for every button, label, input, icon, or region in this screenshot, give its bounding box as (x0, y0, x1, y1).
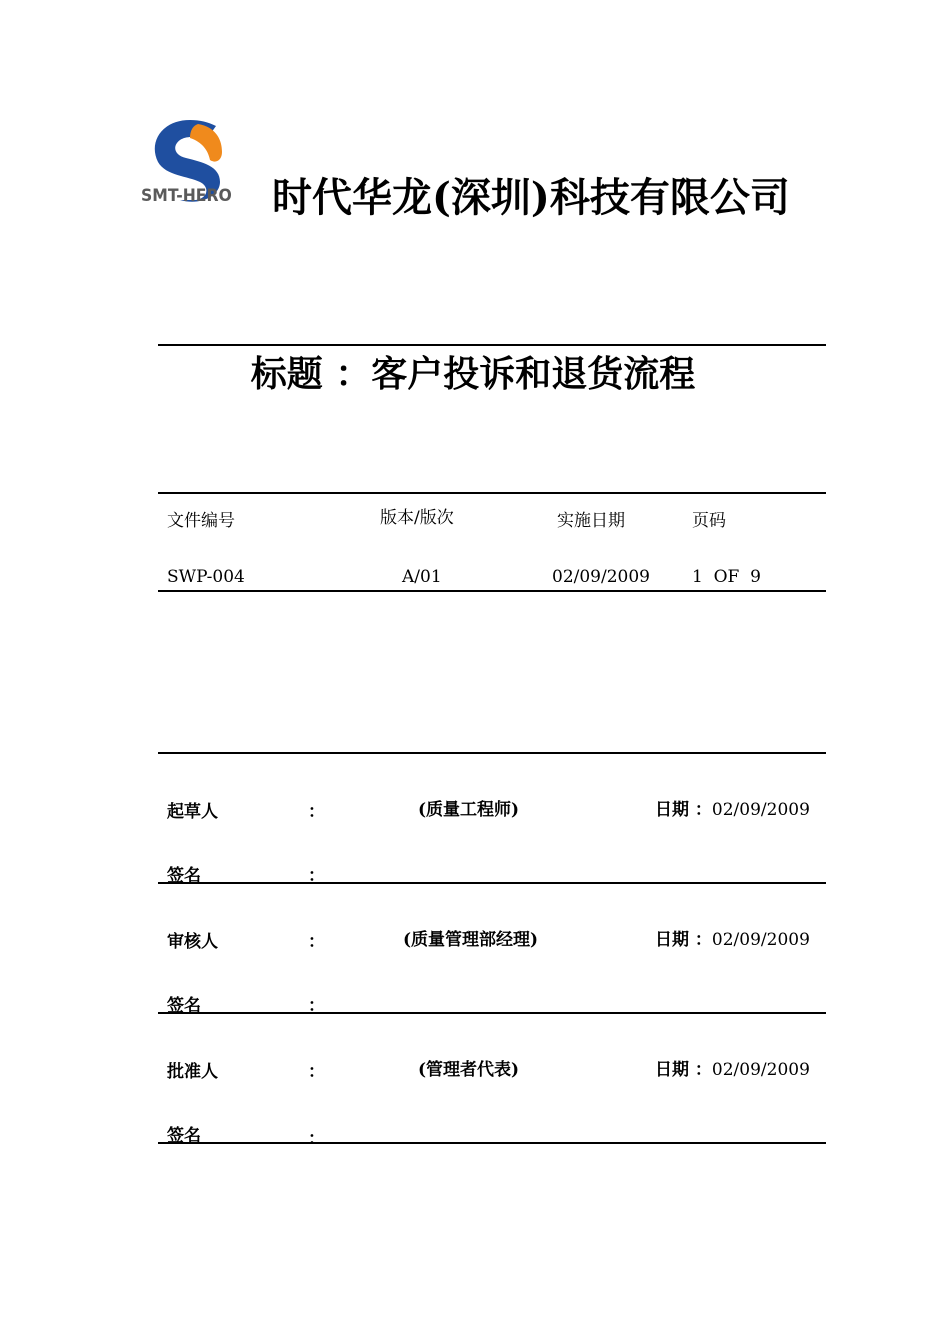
role-drafter: 起草人 (167, 802, 218, 822)
date-row (655, 1055, 810, 1080)
date-value: 02/09/2009 (711, 930, 810, 950)
date-row (655, 795, 810, 820)
sign-label: 签名 (167, 866, 201, 886)
role-colon: ： (308, 932, 325, 952)
role-colon: ： (308, 1062, 325, 1082)
sign-colon: ： (308, 996, 325, 1016)
role-title: (质量工程师) (418, 800, 520, 820)
date-row (655, 925, 810, 950)
sign-label: 签名 (167, 1126, 201, 1146)
info-bottom-rule (158, 590, 826, 592)
role-title: (管理者代表) (418, 1060, 520, 1080)
logo-text: SMT-HERO (141, 186, 232, 206)
value-page: 1 OF 9 (692, 567, 761, 587)
document-title: 标题 ：客户投诉和退货流程 (250, 353, 696, 395)
date-label: 日期 ： (655, 800, 712, 820)
date-value: 02/09/2009 (711, 1060, 810, 1080)
date-label: 日期 ： (655, 930, 712, 950)
sign-label: 签名 (167, 996, 201, 1016)
info-top-rule (158, 492, 826, 494)
company-name: 时代华龙(深圳)科技有限公司 (272, 174, 790, 221)
header-effective-date: 实施日期 (557, 511, 625, 531)
sign-colon: ： (308, 1129, 325, 1149)
role-approver: 批准人 (167, 1062, 218, 1082)
header-doc-number: 文件编号 (167, 511, 235, 531)
date-value: 02/09/2009 (711, 800, 810, 820)
role-reviewer: 审核人 (167, 932, 218, 952)
signature-divider (158, 882, 826, 884)
role-colon: ： (308, 802, 325, 822)
value-doc-number: SWP-004 (167, 567, 245, 587)
value-version: A/01 (402, 567, 442, 587)
signature-top-rule (158, 752, 826, 754)
role-title: (质量管理部经理) (403, 930, 539, 950)
header-version: 版本/版次 (380, 508, 454, 528)
logo-orange-arc (190, 124, 222, 162)
signature-bottom-rule (158, 1142, 826, 1144)
value-effective-date: 02/09/2009 (552, 567, 650, 587)
date-label: 日期 ： (655, 1060, 712, 1080)
header-page: 页码 (692, 511, 726, 531)
sign-colon: ： (308, 866, 325, 886)
signature-divider (158, 1012, 826, 1014)
